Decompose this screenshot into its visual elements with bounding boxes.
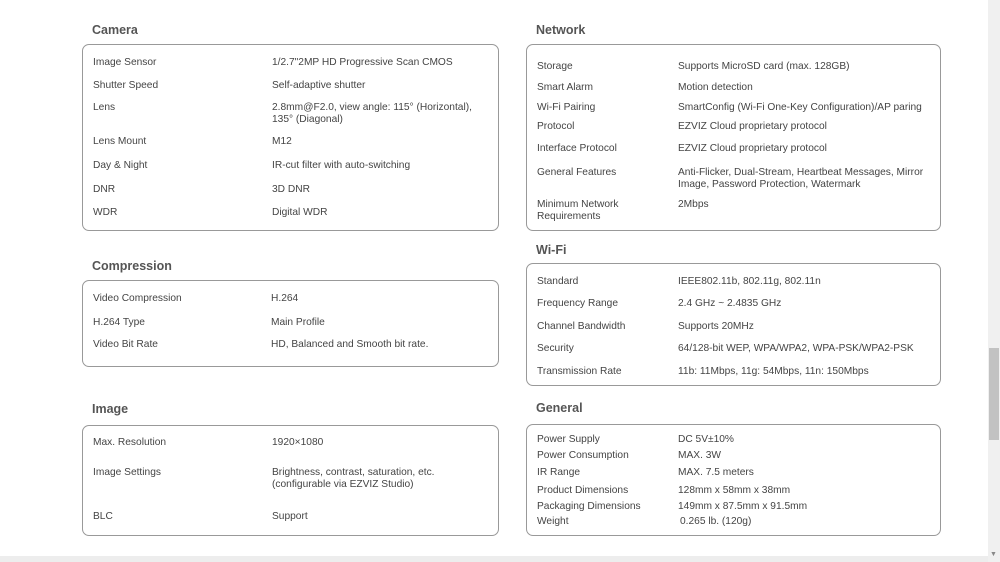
spec-value: DC 5V±10% [678, 434, 734, 445]
spec-key: Smart Alarm [537, 82, 594, 93]
spec-value: 128mm x 58mm x 38mm [678, 485, 791, 496]
spec-key: Storage [537, 61, 573, 72]
spec-key: Weight [537, 516, 569, 527]
spec-value: 149mm x 87.5mm x 91.5mm [678, 501, 808, 512]
spec-key: Frequency Range [537, 298, 618, 309]
spec-key: Day & Night [93, 160, 148, 171]
spec-value: IR-cut filter with auto-switching [272, 160, 411, 171]
spec-key: Lens Mount [93, 136, 147, 147]
spec-key: General Features [537, 167, 617, 178]
spec-value: Digital WDR [272, 207, 328, 218]
spec-key: Minimum Network Requirements [537, 199, 619, 222]
spec-value: MAX. 3W [678, 450, 722, 461]
spec-value: H.264 [271, 293, 299, 304]
general-title: General [536, 401, 583, 415]
spec-key: WDR [93, 207, 118, 218]
spec-value: 11b: 11Mbps, 11g: 54Mbps, 11n: 150Mbps [678, 366, 869, 377]
spec-key: Image Sensor [93, 57, 157, 68]
image-spec-box [82, 425, 499, 536]
spec-value: 2.8mm@F2.0, view angle: 115° (Horizontal), 135° (Diagonal) [272, 102, 472, 125]
spec-key: Standard [537, 276, 579, 287]
spec-key: H.264 Type [93, 317, 145, 328]
spec-key: Protocol [537, 121, 575, 132]
spec-key: BLC [93, 511, 113, 522]
spec-value: EZVIZ Cloud proprietary protocol [678, 121, 827, 132]
spec-key: Packaging Dimensions [537, 501, 641, 512]
spec-key: Interface Protocol [537, 143, 617, 154]
spec-value: 1/2.7"2MP HD Progressive Scan CMOS [272, 57, 453, 68]
spec-key: Security [537, 343, 574, 354]
spec-value: 2Mbps [678, 199, 709, 210]
spec-value: Supports MicroSD card (max. 128GB) [678, 61, 850, 72]
spec-key: Power Supply [537, 434, 600, 445]
camera-title: Camera [92, 23, 138, 37]
compression-title: Compression [92, 259, 172, 273]
spec-value: HD, Balanced and Smooth bit rate. [271, 339, 429, 350]
spec-value: Supports 20MHz [678, 321, 754, 332]
spec-value: 3D DNR [272, 184, 310, 195]
spec-key: IR Range [537, 467, 581, 478]
spec-key: Image Settings [93, 467, 161, 478]
spec-key: Max. Resolution [93, 437, 167, 448]
spec-key: Video Bit Rate [93, 339, 158, 350]
image-title: Image [92, 402, 129, 416]
spec-key: Shutter Speed [93, 80, 159, 91]
network-title: Network [536, 23, 586, 37]
wifi-title: Wi-Fi [536, 243, 567, 257]
horizontal-scrollbar-track[interactable] [0, 556, 988, 562]
spec-value: Main Profile [271, 317, 325, 328]
spec-value: 1920×1080 [272, 437, 324, 448]
spec-value: 0.265 lb. (120g) [680, 516, 752, 527]
spec-key: Wi-Fi Pairing [537, 102, 596, 113]
spec-value: 64/128-bit WEP, WPA/WPA2, WPA-PSK/WPA2-PSK [678, 343, 914, 354]
spec-key: Transmission Rate [537, 366, 622, 377]
scroll-down-arrow-icon[interactable]: ▼ [990, 551, 997, 558]
vertical-scrollbar-thumb[interactable] [989, 348, 999, 440]
spec-key: Product Dimensions [537, 485, 629, 496]
spec-value: EZVIZ Cloud proprietary protocol [678, 143, 827, 154]
camera-spec-box [82, 44, 499, 231]
spec-value: Anti-Flicker, Dual-Stream, Heartbeat Messages, Mirror Image, Password Protection, Watermark [678, 167, 924, 190]
spec-key: Lens [93, 102, 116, 113]
spec-key: Video Compression [93, 293, 182, 304]
compression-spec-box [82, 280, 499, 367]
spec-key: Channel Bandwidth [537, 321, 626, 332]
spec-key: Power Consumption [537, 450, 629, 461]
spec-value: Motion detection [678, 82, 753, 93]
general-spec-box [526, 424, 941, 536]
spec-value: SmartConfig (Wi-Fi One-Key Configuration)/AP paring [678, 102, 922, 113]
spec-value: M12 [272, 136, 292, 147]
spec-value: Self-adaptive shutter [272, 80, 366, 91]
spec-value: IEEE802.11b, 802.11g, 802.11n [678, 276, 821, 287]
spec-value: MAX. 7.5 meters [678, 467, 754, 478]
spec-value: 2.4 GHz ~ 2.4835 GHz [678, 298, 782, 309]
vertical-scrollbar-track[interactable] [988, 0, 1000, 562]
spec-value: Support [272, 511, 308, 522]
spec-value: Brightness, contrast, saturation, etc. (configurable via EZVIZ Studio) [272, 467, 435, 490]
spec-key: DNR [93, 184, 116, 195]
network-spec-box [526, 44, 941, 231]
wifi-spec-box [526, 263, 941, 386]
